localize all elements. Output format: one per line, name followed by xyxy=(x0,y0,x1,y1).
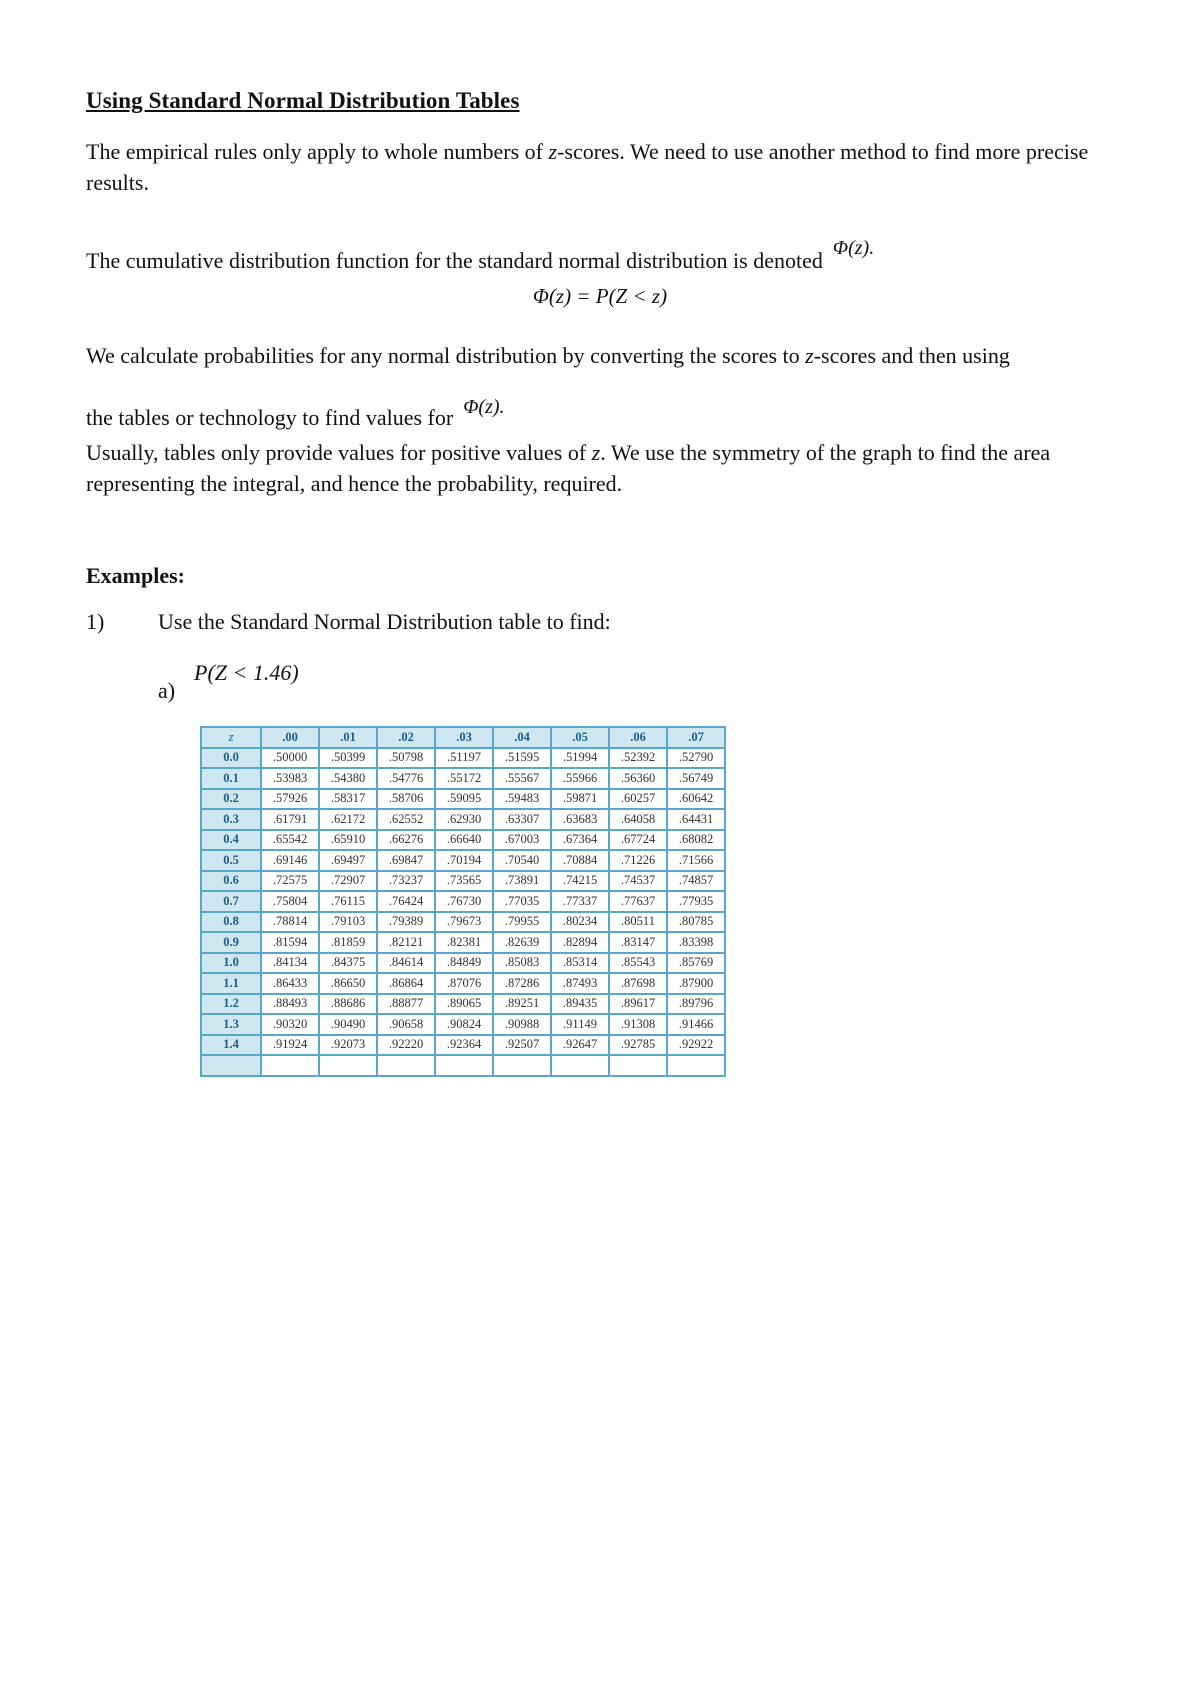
z-table-cell: .68082 xyxy=(667,830,725,851)
z-table-cell: .88493 xyxy=(261,994,319,1015)
z-table-cell: .88686 xyxy=(319,994,377,1015)
z-table-row-label: 1.2 xyxy=(201,994,261,1015)
z-table-cell: .89435 xyxy=(551,994,609,1015)
z-table-cell: .77337 xyxy=(551,891,609,912)
z-table-cell: .62930 xyxy=(435,809,493,830)
z-table-cell: .89796 xyxy=(667,994,725,1015)
z-table-cell: .82894 xyxy=(551,932,609,953)
z-table-cell: .91466 xyxy=(667,1014,725,1035)
z-table-row-label: 0.5 xyxy=(201,850,261,871)
paragraph-calculate-text-a: We calculate probabilities for any normal distribution by converting the scores to xyxy=(86,343,806,368)
z-table-cell: .70194 xyxy=(435,850,493,871)
z-table-cell: .58317 xyxy=(319,789,377,810)
z-table-cell: .92647 xyxy=(551,1035,609,1056)
z-table-cell: .79103 xyxy=(319,912,377,933)
paragraph-calculate xyxy=(86,340,1136,371)
z-table-cell: .50399 xyxy=(319,748,377,769)
z-table-row xyxy=(201,891,725,912)
z-table-cell: .84134 xyxy=(261,953,319,974)
z-table-cell: .86650 xyxy=(319,973,377,994)
z-table-cell: .66276 xyxy=(377,830,435,851)
z-table-cell: .92922 xyxy=(667,1035,725,1056)
z-table-cell: .67003 xyxy=(493,830,551,851)
z-table-row xyxy=(201,932,725,953)
z-table-row-label: 0.9 xyxy=(201,932,261,953)
z-table-row xyxy=(201,912,725,933)
z-table-header-cell: .00 xyxy=(261,727,319,748)
z-table-header-z: z xyxy=(201,727,261,748)
z-table-cell: .79673 xyxy=(435,912,493,933)
z-table-row xyxy=(201,809,725,830)
z-table-cell: .76115 xyxy=(319,891,377,912)
z-table-cell: .65910 xyxy=(319,830,377,851)
z-table-cell: .92507 xyxy=(493,1035,551,1056)
z-table-row xyxy=(201,973,725,994)
z-table-cell: .81859 xyxy=(319,932,377,953)
phi-symbol-2: Φ(z). xyxy=(463,396,505,418)
z-table-header-cell: .06 xyxy=(609,727,667,748)
z-table-row-label: 1.0 xyxy=(201,953,261,974)
z-table-cell: .87900 xyxy=(667,973,725,994)
z-table-row xyxy=(201,789,725,810)
example-text: Use the Standard Normal Distribution table to find: xyxy=(158,609,611,634)
z-table-cell: .84849 xyxy=(435,953,493,974)
z-table-cell: .67724 xyxy=(609,830,667,851)
z-table-row-label: 0.1 xyxy=(201,768,261,789)
z-table-cell: .73565 xyxy=(435,871,493,892)
z-table-cell: .81594 xyxy=(261,932,319,953)
z-table xyxy=(200,726,726,1077)
z-table-row-label: 0.6 xyxy=(201,871,261,892)
paragraph-intro xyxy=(86,136,1136,198)
paragraph-tables xyxy=(86,392,1136,433)
z-table-cell: .87698 xyxy=(609,973,667,994)
z-table-row-label: 1.3 xyxy=(201,1014,261,1035)
z-table-cell: .79389 xyxy=(377,912,435,933)
z-table-cell: .85314 xyxy=(551,953,609,974)
z-table-row-label: 0.7 xyxy=(201,891,261,912)
z-table-cell: .89617 xyxy=(609,994,667,1015)
z-table-cell: .92220 xyxy=(377,1035,435,1056)
z-table-cell: .73891 xyxy=(493,871,551,892)
z-table-cell: .86433 xyxy=(261,973,319,994)
z-table-cell: .66640 xyxy=(435,830,493,851)
z-table-cell: .90658 xyxy=(377,1014,435,1035)
z-table-cell: .67364 xyxy=(551,830,609,851)
z-table-row-label: 1.4 xyxy=(201,1035,261,1056)
z-table-cell: .72907 xyxy=(319,871,377,892)
z-table-cell: .52392 xyxy=(609,748,667,769)
z-table-cell: .79955 xyxy=(493,912,551,933)
z-table-cell: .60642 xyxy=(667,789,725,810)
z-table-cell: .64058 xyxy=(609,809,667,830)
z-table-row xyxy=(201,850,725,871)
z-table-cell: .55966 xyxy=(551,768,609,789)
z-table-row xyxy=(201,871,725,892)
z-table-cell-cutoff xyxy=(435,1055,493,1076)
z-table-cell: .86864 xyxy=(377,973,435,994)
z-table-row-cutoff xyxy=(201,1055,725,1076)
z-table-cell: .83147 xyxy=(609,932,667,953)
z-table-cell: .85769 xyxy=(667,953,725,974)
z-table-cell: .53983 xyxy=(261,768,319,789)
z-table-cell: .51994 xyxy=(551,748,609,769)
z-table-cell: .91924 xyxy=(261,1035,319,1056)
z-table-cell: .85543 xyxy=(609,953,667,974)
phi-symbol: Φ(z). xyxy=(832,237,875,259)
z-table-cell: .63307 xyxy=(493,809,551,830)
z-table-cell: .70540 xyxy=(493,850,551,871)
z-table-row-label: 0.4 xyxy=(201,830,261,851)
z-table-header-cell: .05 xyxy=(551,727,609,748)
z-table-cell: .51595 xyxy=(493,748,551,769)
z-table-cell-cutoff xyxy=(609,1055,667,1076)
paragraph-cdf-text: The cumulative distribution function for the standard normal distribution is denoted xyxy=(86,248,823,273)
z-table-row xyxy=(201,830,725,851)
z-table-cell: .91149 xyxy=(551,1014,609,1035)
z-table-row xyxy=(201,768,725,789)
z-table-cell: .80234 xyxy=(551,912,609,933)
z-table-cell: .90988 xyxy=(493,1014,551,1035)
z-table-cell: .89251 xyxy=(493,994,551,1015)
z-table-cell: .54776 xyxy=(377,768,435,789)
z-table-cell: .72575 xyxy=(261,871,319,892)
z-table-header-cell: .01 xyxy=(319,727,377,748)
paragraph-tables-text: the tables or technology to find values for xyxy=(86,405,454,430)
z-table-cell: .85083 xyxy=(493,953,551,974)
paragraph-symmetry xyxy=(86,437,1136,499)
z-table-cell: .69847 xyxy=(377,850,435,871)
z-table-cell: .87286 xyxy=(493,973,551,994)
z-table-cell: .70884 xyxy=(551,850,609,871)
z-table-cell-cutoff xyxy=(201,1055,261,1076)
z-table-header-cell: .07 xyxy=(667,727,725,748)
z-table-cell: .52790 xyxy=(667,748,725,769)
z-table-cell: .78814 xyxy=(261,912,319,933)
z-table-row-label: 0.8 xyxy=(201,912,261,933)
z-table-header-row xyxy=(201,727,725,748)
z-table-cell: .90824 xyxy=(435,1014,493,1035)
z-table-row xyxy=(201,1035,725,1056)
paragraph-intro-z: z xyxy=(548,139,558,164)
z-table-cell: .73237 xyxy=(377,871,435,892)
z-table-cell: .91308 xyxy=(609,1014,667,1035)
z-table-cell: .59483 xyxy=(493,789,551,810)
z-table-cell: .50000 xyxy=(261,748,319,769)
z-table-cell: .89065 xyxy=(435,994,493,1015)
z-table-cell: .56360 xyxy=(609,768,667,789)
paragraph-symmetry-z: z xyxy=(591,440,601,465)
z-table-cell: .83398 xyxy=(667,932,725,953)
z-table-header-cell: .04 xyxy=(493,727,551,748)
z-table-cell: .75804 xyxy=(261,891,319,912)
z-table-cell: .82381 xyxy=(435,932,493,953)
z-table-cell: .84375 xyxy=(319,953,377,974)
z-table-row xyxy=(201,1014,725,1035)
z-table-cell: .92364 xyxy=(435,1035,493,1056)
z-table-cell: .80511 xyxy=(609,912,667,933)
z-table-row-label: 1.1 xyxy=(201,973,261,994)
page-title: Using Standard Normal Distribution Tables xyxy=(86,88,520,113)
z-table-cell: .87076 xyxy=(435,973,493,994)
z-table-cell: .50798 xyxy=(377,748,435,769)
z-table-cell: .82121 xyxy=(377,932,435,953)
z-table-cell: .80785 xyxy=(667,912,725,933)
z-table-cell: .88877 xyxy=(377,994,435,1015)
z-table-cell: .76424 xyxy=(377,891,435,912)
z-table-cell: .63683 xyxy=(551,809,609,830)
z-table-cell-cutoff xyxy=(377,1055,435,1076)
paragraph-calculate-z: z xyxy=(805,343,814,368)
z-table-cell: .74537 xyxy=(609,871,667,892)
z-table-row-label: 0.0 xyxy=(201,748,261,769)
z-table-cell: .55567 xyxy=(493,768,551,789)
z-table-cell: .87493 xyxy=(551,973,609,994)
example-part-label: a) xyxy=(158,678,176,703)
z-table-cell: .92073 xyxy=(319,1035,377,1056)
paragraph-cdf xyxy=(86,233,1136,276)
z-table-cell: .55172 xyxy=(435,768,493,789)
z-table-cell-cutoff xyxy=(319,1055,377,1076)
z-table-cell: .77935 xyxy=(667,891,725,912)
paragraph-calculate-text-b: -scores and then using xyxy=(813,343,1010,368)
z-table-cell: .69146 xyxy=(261,850,319,871)
z-table-header-cell: .02 xyxy=(377,727,435,748)
z-table-cell: .77035 xyxy=(493,891,551,912)
z-table-row xyxy=(201,953,725,974)
z-table-cell-cutoff xyxy=(493,1055,551,1076)
z-table-cell: .59095 xyxy=(435,789,493,810)
z-table-cell: .51197 xyxy=(435,748,493,769)
z-table-cell: .84614 xyxy=(377,953,435,974)
z-table-cell: .58706 xyxy=(377,789,435,810)
z-table-row xyxy=(201,748,725,769)
z-table-row xyxy=(201,994,725,1015)
z-table-cell: .56749 xyxy=(667,768,725,789)
z-table-cell: .90490 xyxy=(319,1014,377,1035)
z-table-cell-cutoff xyxy=(551,1055,609,1076)
z-table-cell: .74215 xyxy=(551,871,609,892)
paragraph-symmetry-text-a: Usually, tables only provide values for positive values of xyxy=(86,440,592,465)
z-table-cell-cutoff xyxy=(667,1055,725,1076)
z-table-cell: .59871 xyxy=(551,789,609,810)
z-table-cell: .62552 xyxy=(377,809,435,830)
z-table-cell: .90320 xyxy=(261,1014,319,1035)
paragraph-intro-text-b: -scores. We need to use another method to find more precise results. xyxy=(86,139,1089,195)
z-table-cell: .64431 xyxy=(667,809,725,830)
z-table-cell: .61791 xyxy=(261,809,319,830)
cdf-formula: Φ(z) = P(Z < z) xyxy=(532,284,668,308)
z-table-row-label: 0.3 xyxy=(201,809,261,830)
z-table-cell: .76730 xyxy=(435,891,493,912)
z-table-header-cell: .03 xyxy=(435,727,493,748)
z-table-cell: .69497 xyxy=(319,850,377,871)
example-part-formula: P(Z < 1.46) xyxy=(194,660,299,685)
z-table-cell: .71566 xyxy=(667,850,725,871)
z-table-cell-cutoff xyxy=(261,1055,319,1076)
z-table-body xyxy=(201,748,725,1076)
z-table-cell: .54380 xyxy=(319,768,377,789)
example-number: 1) xyxy=(86,609,105,634)
z-table-cell: .71226 xyxy=(609,850,667,871)
z-table-cell: .92785 xyxy=(609,1035,667,1056)
z-table-image xyxy=(200,726,748,1094)
paragraph-intro-text-a: The empirical rules only apply to whole numbers of xyxy=(86,139,549,164)
examples-heading: Examples: xyxy=(86,563,185,588)
z-table-cell: .62172 xyxy=(319,809,377,830)
z-table-row-label: 0.2 xyxy=(201,789,261,810)
paragraph-symmetry-text-b: . We use the symmetry of the graph to find the area representing the integral, and hence the probability, required. xyxy=(86,440,1051,496)
z-table-cell: .82639 xyxy=(493,932,551,953)
z-table-cell: .74857 xyxy=(667,871,725,892)
z-table-cell: .60257 xyxy=(609,789,667,810)
z-table-cell: .77637 xyxy=(609,891,667,912)
z-table-cell: .57926 xyxy=(261,789,319,810)
z-table-cell: .65542 xyxy=(261,830,319,851)
